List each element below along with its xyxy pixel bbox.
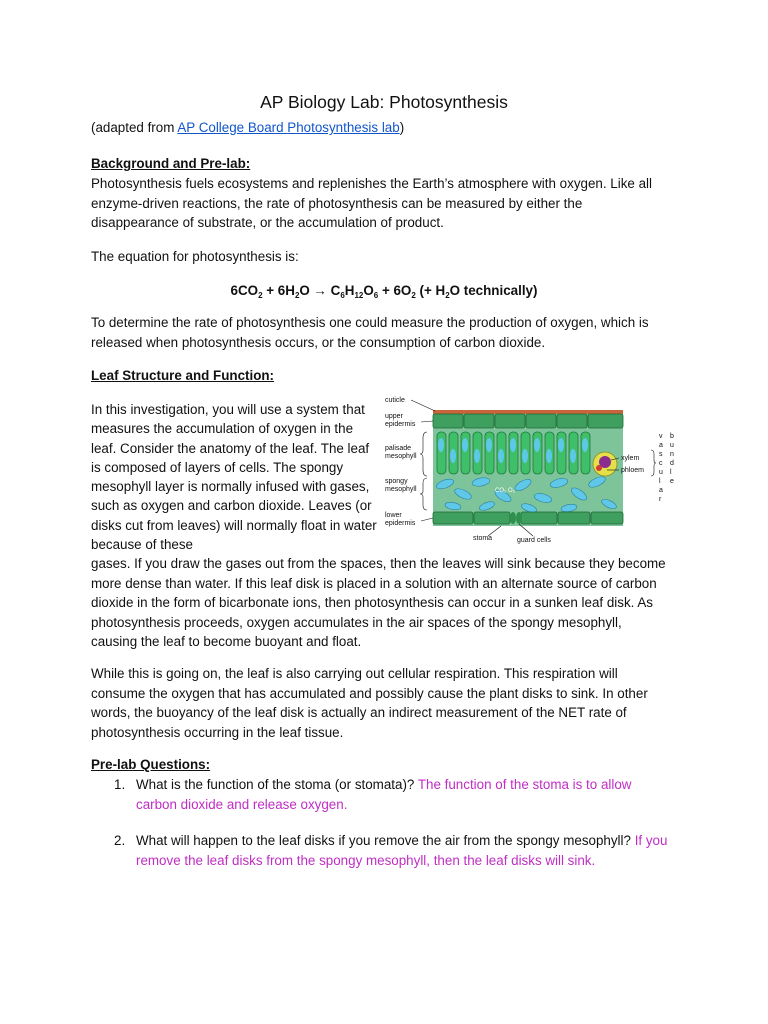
figure-vertical-letter: c [659,460,663,467]
background-paragraph: Photosynthesis fuels ecosystems and replenishes the Earth’s atmosphere with oxygen. Like all enzyme-driven reactions, the rate of photosynthesis can be measured by either the disappearance of substrate, or the accumulation of product. [91,176,652,230]
svg-text:cuticle: cuticle [385,397,405,404]
svg-text:mesophyll: mesophyll [385,486,417,493]
figure-vertical-letter: l [670,469,672,476]
figure-vertical-letter: u [659,469,663,476]
figure-vertical-letter: l [659,478,661,485]
svg-text:guard cells: guard cells [517,537,551,544]
figure-vertical-letter: s [659,451,663,458]
svg-text:CO₂ O₂: CO₂ O₂ [495,488,515,494]
leaf-cross-section-diagram [383,390,683,548]
figure-vertical-letter: e [670,478,674,485]
page-title: AP Biology Lab: Photosynthesis [260,92,508,112]
photosynthesis-equation: $6CO_2 + 6H_2O \to C_6H_{12}O_6 + 6O_2$ (+ $H_2O$ technically) [230,283,538,300]
rate-paragraph: To determine the rate of photosynthesis one could measure the production of oxygen, which is released when photosynthesis occurs, or the consumption of carbon dioxide. [91,315,649,350]
prelab-question-list [91,775,671,887]
question-item: 1. What is the function of the stoma (or stomata)? The function of the stoma is to allow carbon dioxide and release oxygen. [114,777,632,812]
figure-vertical-letter: a [659,442,663,449]
leaf-paragraph-part1: In this investigation, you will use a system that measures the accumulation of oxygen in the leaf. Consider the anatomy of the leaf. The leaf is composed of layers of cells. The spongy mesophyll layer is normally infused with gases, such as oxygen and carbon dioxide. Leaves (or disks cut from leaves) will normally float in water because of these [91,402,377,553]
figure-vertical-letter: a [659,487,663,494]
question-text: What is the function of the stoma (or stomata)? [136,777,415,792]
svg-text:spongy: spongy [385,478,408,485]
svg-text:epidermis: epidermis [385,520,416,527]
figure-vertical-letter: r [659,496,662,503]
leaf-heading: Leaf Structure and Function: [91,368,275,383]
svg-text:phloem: phloem [621,467,644,474]
figure-vertical-letter: n [670,451,674,458]
leaf-paragraph-part2: gases. If you draw the gases out from the spaces, then the leaves will sink because they become more dense than water. If this leaf disk is placed in a solution with an alternate source of carbon dioxide in the form of bicarbonate ions, then photosynthesis can occur in a sunken leaf disk. As photosynthesis proceeds, oxygen accumulates in the air spaces of the spongy mesophyll, causing the leaf to become buoyant and float. [91,556,666,649]
question-text: What will happen to the leaf disks if you remove the air from the spongy mesophyll? [136,833,631,848]
figure-vertical-letter: u [670,442,674,449]
figure-vertical-letter: v [659,433,663,440]
background-heading: Background and Pre-lab: [91,156,251,171]
figure-vertical-letter: d [670,460,674,467]
svg-text:mesophyll: mesophyll [385,453,417,460]
figure-vertical-letter: b [670,433,674,440]
adapted-prefix: (adapted from [91,120,178,135]
answer-text: If you remove the leaf disks from the spongy mesophyll, then the leaf disks will sink. [136,833,668,868]
svg-text:stoma: stoma [473,535,493,542]
svg-text:epidermis: epidermis [385,421,416,428]
adapted-line [91,119,404,137]
college-board-link[interactable]: AP College Board Photosynthesis lab [177,120,400,135]
respiration-paragraph: While this is going on, the leaf is also carrying out cellular respiration. This respiration will consume the oxygen that has accumulated and possibly cause the plant disks to sink. In other words, the buoyancy of the leaf disk is actually an indirect measurement of the NET rate of photosynthesis occurring in the leaf tissue. [91,666,648,740]
prelab-heading: Pre-lab Questions: [91,757,211,772]
adapted-suffix: ) [399,120,405,135]
question-item: 2. What will happen to the leaf disks if you remove the air from the spongy mesophyll? If you remove the leaf disks from the spongy mesophyll, then the leaf disks will sink. [114,833,668,868]
svg-text:lower: lower [385,512,402,519]
equation-intro: The equation for photosynthesis is: [91,249,299,264]
answer-text: The function of the stoma is to allow carbon dioxide and release oxygen. [136,777,632,812]
svg-text:xylem: xylem [621,455,640,462]
svg-text:upper: upper [385,413,403,420]
svg-text:palisade: palisade [385,445,412,452]
